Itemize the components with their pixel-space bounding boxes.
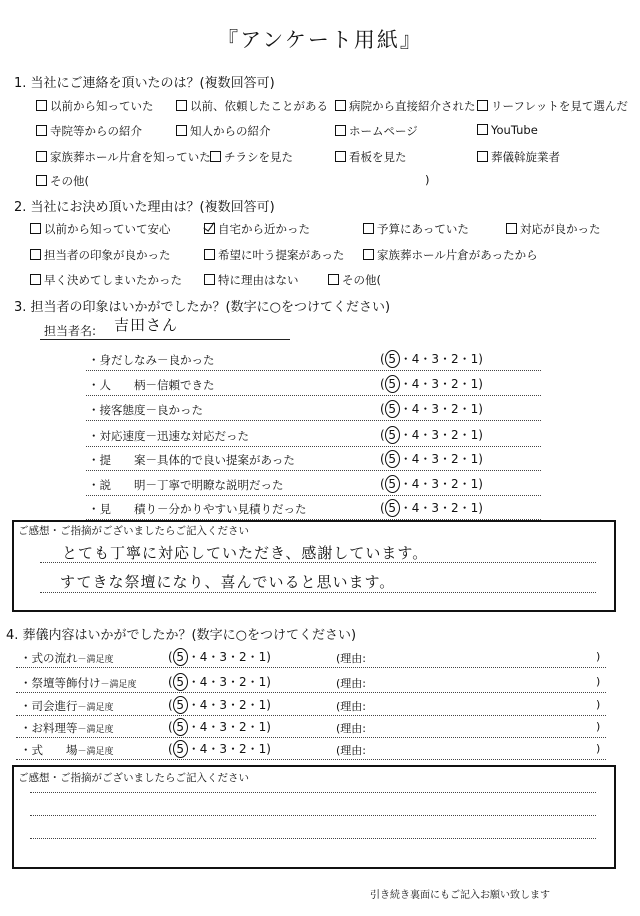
q4-score-scale[interactable]: ( 5 ・4・3・2・1) — [168, 698, 271, 712]
reason-label: (理由: — [336, 652, 366, 665]
q1-option[interactable]: YouTube — [477, 123, 538, 137]
circled-score[interactable]: 5 — [173, 673, 188, 691]
q2-option[interactable]: 希望に叶う提案があった — [204, 247, 344, 263]
checkbox[interactable] — [30, 223, 41, 234]
row-rule — [16, 667, 606, 668]
q1-option[interactable]: 寺院等からの紹介 — [36, 123, 142, 139]
q4-item-label: ・お料理等－満足度 — [20, 721, 114, 735]
q2-heading: 2. 当社にお決め頂いた理由は？(複数回答可) — [14, 200, 275, 215]
row-rule — [16, 715, 606, 716]
q3-item-label: ・身だしなみ－良かった — [88, 353, 215, 367]
footer-note: 引き続き裏面にもご記入お願い致します — [370, 890, 550, 901]
checkbox[interactable] — [506, 223, 517, 234]
staff-name-underline — [40, 339, 290, 340]
row-rule — [86, 446, 541, 447]
checkbox[interactable] — [36, 125, 47, 136]
staff-label: 担当者名: — [44, 324, 97, 338]
checkbox-checked[interactable] — [204, 223, 215, 234]
q1-option[interactable]: 以前、依頼したことがある — [176, 98, 328, 114]
comment-rule — [40, 562, 596, 563]
q1-option[interactable]: チラシを見た — [210, 149, 293, 165]
q4-item-label: ・司会進行－満足度 — [20, 699, 114, 713]
q3-heading: 3. 担当者の印象はいかがでしたか？(数字に○をつけてください) — [14, 300, 391, 315]
q1-option[interactable]: 知人からの紹介 — [176, 123, 271, 139]
q2-option[interactable]: 予算にあっていた — [363, 221, 469, 237]
comment-rule — [40, 592, 596, 593]
circled-score[interactable]: 5 — [173, 718, 188, 736]
q1-other-close: ) — [425, 173, 430, 187]
q2-option-other[interactable]: その他( — [328, 272, 381, 288]
q3-score-scale[interactable]: ( 5 ・4・3・2・1) — [380, 501, 483, 515]
q2-option[interactable]: 以前から知っていて安心 — [30, 221, 171, 237]
reason-close: ) — [596, 742, 601, 755]
checkbox[interactable] — [204, 274, 215, 285]
q2-option[interactable]: 早く決めてしまいたかった — [30, 272, 182, 288]
q1-option[interactable]: 葬儀斡旋業者 — [477, 149, 560, 165]
q1-option[interactable]: 以前から知っていた — [36, 98, 154, 114]
checkbox[interactable] — [204, 249, 215, 260]
q1-option[interactable]: 病院から直接紹介された — [335, 98, 476, 114]
row-rule — [86, 470, 541, 471]
reason-label: (理由: — [336, 677, 366, 690]
q1-option[interactable]: ホームページ — [335, 123, 418, 139]
q4-comment-label: ご感想・ご指摘がございましたらご記入ください — [18, 772, 249, 784]
row-rule — [86, 495, 541, 496]
row-rule — [16, 692, 606, 693]
q3-item-label: ・対応速度－迅速な対応だった — [88, 429, 249, 443]
circled-score[interactable]: 5 — [385, 450, 400, 468]
staff-name-handwritten: 吉田さん — [114, 316, 179, 334]
q4-item-label: ・式 場－満足度 — [20, 743, 114, 757]
checkbox[interactable] — [477, 100, 488, 111]
circled-score[interactable]: 5 — [173, 648, 188, 666]
reason-close: ) — [596, 698, 601, 711]
circled-score[interactable]: 5 — [385, 375, 400, 393]
q2-option[interactable]: 特に理由はない — [204, 272, 299, 288]
q4-item-label: ・式の流れ－満足度 — [20, 651, 114, 665]
reason-close: ) — [596, 675, 601, 688]
circled-score[interactable]: 5 — [385, 426, 400, 444]
comment-rule — [30, 815, 596, 816]
reason-label: (理由: — [336, 722, 366, 735]
checkbox[interactable] — [36, 175, 47, 186]
checkbox[interactable] — [210, 151, 221, 162]
circled-score[interactable]: 5 — [385, 499, 400, 517]
q2-option[interactable]: 対応が良かった — [506, 221, 601, 237]
q3-score-scale[interactable]: ( 5 ・4・3・2・1) — [380, 402, 483, 416]
q1-option[interactable]: リーフレットを見て選んだ — [477, 98, 628, 114]
q1-option[interactable]: 家族葬ホール片倉を知っていた — [36, 149, 211, 165]
q3-item-label: ・接客態度－良かった — [88, 403, 203, 417]
circled-score[interactable]: 5 — [385, 400, 400, 418]
q3-item-label: ・説 明－丁寧で明瞭な説明だった — [88, 478, 284, 492]
q1-heading: 1. 当社にご連絡を頂いたのは？(複数回答可) — [14, 76, 275, 91]
checkbox[interactable] — [335, 151, 346, 162]
checkbox[interactable] — [335, 100, 346, 111]
q3-item-label: ・提 案－具体的で良い提案があった — [88, 453, 295, 467]
checkbox[interactable] — [30, 249, 41, 260]
q3-score-scale[interactable]: ( 5 ・4・3・2・1) — [380, 377, 483, 391]
q3-score-scale[interactable]: ( 5 ・4・3・2・1) — [380, 428, 483, 442]
checkbox[interactable] — [363, 223, 374, 234]
q2-option[interactable]: 自宅から近かった — [204, 221, 310, 237]
q3-item-label: ・見 積り－分かりやすい見積りだった — [88, 502, 307, 516]
q4-score-scale[interactable]: ( 5 ・4・3・2・1) — [168, 650, 271, 664]
circled-score[interactable]: 5 — [173, 740, 188, 758]
q4-score-scale[interactable]: ( 5 ・4・3・2・1) — [168, 720, 271, 734]
q4-heading: 4. 葬儀内容はいかがでしたか？(数字に○をつけてください) — [6, 628, 357, 643]
reason-close: ) — [596, 650, 601, 663]
reason-label: (理由: — [336, 744, 366, 757]
reason-close: ) — [596, 720, 601, 733]
q3-item-label: ・人 柄－信頼できた — [88, 378, 215, 392]
checkbox[interactable] — [176, 125, 187, 136]
checkbox[interactable] — [477, 124, 488, 135]
checkbox[interactable] — [176, 100, 187, 111]
q4-score-scale[interactable]: ( 5 ・4・3・2・1) — [168, 742, 271, 756]
q3-comment-label: ご感想・ご指摘がございましたらご記入ください — [18, 525, 249, 537]
checkbox[interactable] — [36, 100, 47, 111]
q1-option-other[interactable]: その他( — [36, 173, 89, 189]
circled-score[interactable]: 5 — [173, 696, 188, 714]
q4-item-label: ・祭壇等飾付け－満足度 — [20, 676, 137, 690]
q3-score-scale[interactable]: ( 5 ・4・3・2・1) — [380, 452, 483, 466]
reason-label: (理由: — [336, 700, 366, 713]
checkbox[interactable] — [30, 274, 41, 285]
checkbox[interactable] — [328, 274, 339, 285]
checkbox[interactable] — [477, 151, 488, 162]
q2-option[interactable]: 家族葬ホール片倉があったから — [363, 247, 538, 263]
row-rule — [86, 420, 541, 421]
comment-rule — [30, 792, 596, 793]
circled-score[interactable]: 5 — [385, 475, 400, 493]
q3-score-scale[interactable]: ( 5 ・4・3・2・1) — [380, 477, 483, 491]
q2-option[interactable]: 担当者の印象が良かった — [30, 247, 171, 263]
q3-score-scale[interactable]: ( 5 ・4・3・2・1) — [380, 352, 483, 366]
row-rule — [86, 395, 541, 396]
q1-option[interactable]: 看板を見た — [335, 149, 407, 165]
checkbox[interactable] — [36, 151, 47, 162]
page-title: 『アンケート用紙』 — [217, 28, 423, 52]
row-rule — [86, 370, 541, 371]
q3-comment-line2: すてきな祭壇になり、喜んでいると思います。 — [60, 573, 396, 591]
checkbox[interactable] — [335, 125, 346, 136]
q4-score-scale[interactable]: ( 5 ・4・3・2・1) — [168, 675, 271, 689]
circled-score[interactable]: 5 — [385, 350, 400, 368]
row-rule — [16, 759, 606, 760]
checkbox[interactable] — [363, 249, 374, 260]
comment-rule — [30, 838, 596, 839]
q3-comment-line1: とても丁寧に対応していただき、感謝しています。 — [62, 544, 429, 562]
row-rule — [16, 737, 606, 738]
